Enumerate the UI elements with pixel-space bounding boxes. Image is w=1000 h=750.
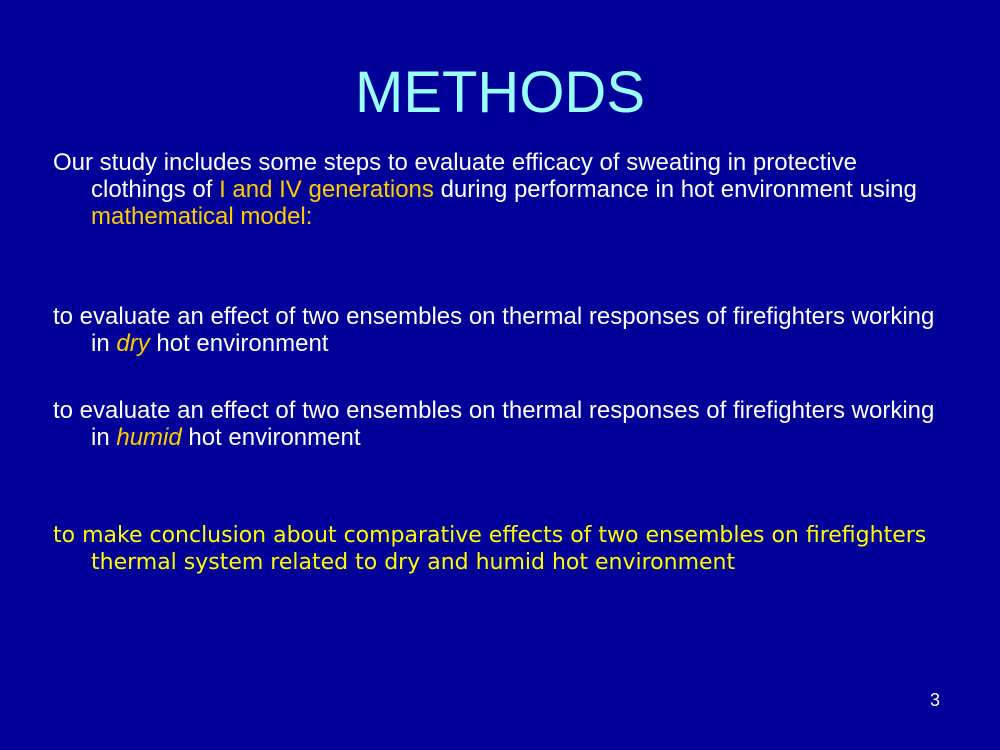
conclusion-paragraph: to make conclusion about comparative effects of two ensembles on firefighters thermal system related to dry and humid hot environment [53,523,927,575]
step-humid-text-before: to evaluate an effect of two ensembles on thermal responses of firefighters working in [53,397,935,451]
step-dry-paragraph [53,303,953,357]
intro-paragraph [53,149,953,230]
intro-text-before: Our study includes some steps to evaluate efficacy of sweating in protective clothings of [53,149,857,203]
step-dry-text-before: to evaluate an effect of two ensembles on thermal responses of firefighters working in [53,303,935,357]
step-humid-text-after: hot environment [181,424,361,451]
slide-title: METHODS [355,60,645,125]
intro-highlight-model: mathematical model: [91,203,313,230]
intro-text-middle: during performance in hot environment using [433,176,917,203]
step-humid-emphasis: humid [116,424,182,451]
step-dry-emphasis: dry [116,330,150,357]
step-dry-text-after: hot environment [149,330,329,357]
intro-highlight-generations: I and IV generations [219,176,434,203]
step-humid-paragraph [53,397,953,451]
page-number: 3 [929,690,940,710]
